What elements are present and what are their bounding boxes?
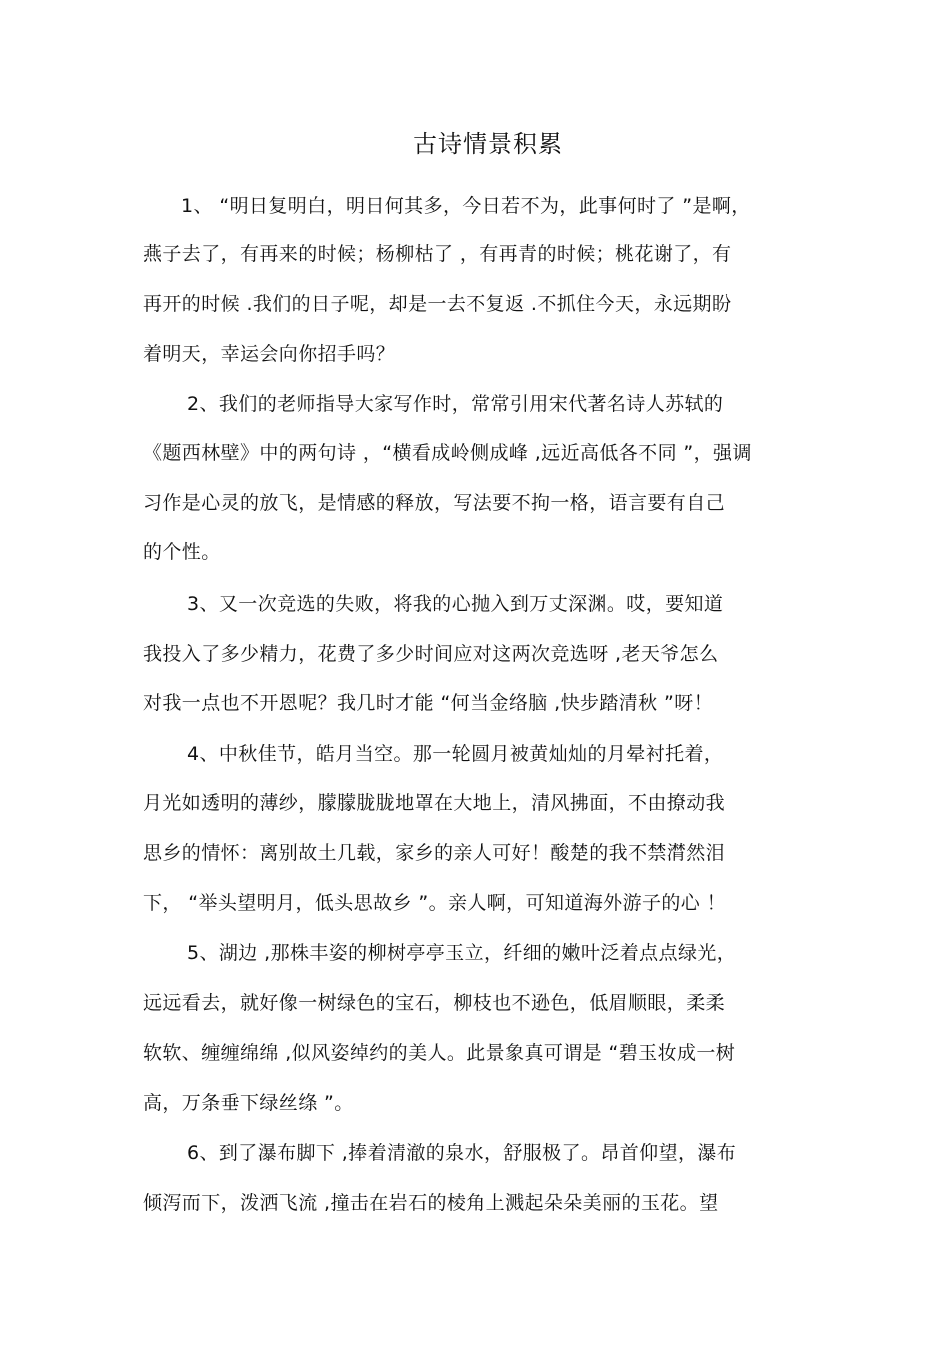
- text-line: 对我一点也不开恩呢？我几时才能 “何当金络脑 ,快步踏清秋 ”呀！: [143, 692, 714, 714]
- text-line: 高，万条垂下绿丝绦 ”。: [143, 1092, 354, 1114]
- text-line: 5、湖边 ,那株丰姿的柳树亭亭玉立，纤细的嫩叶泛着点点绿光，: [187, 942, 737, 964]
- text-line: 习作是心灵的放飞，是情感的释放，写法要不拘一格，语言要有自己: [143, 492, 726, 514]
- text-line: 思乡的情怀：离别故土几载，家乡的亲人可好！酸楚的我不禁潸然泪: [143, 842, 726, 864]
- text-line: 倾泻而下，泼洒飞流 ,撞击在岩石的棱角上溅起朵朵美丽的玉花。望: [143, 1192, 719, 1214]
- text-line: 1、 “明日复明白，明日何其多，今日若不为，此事何时了 ”是啊，: [181, 195, 751, 217]
- text-line: 6、到了瀑布脚下 ,捧着清澈的泉水，舒服极了。昂首仰望，瀑布: [187, 1142, 737, 1164]
- document-title: 古诗情景积累: [413, 130, 563, 158]
- text-line: 《题西林壁》中的两句诗 ，“横看成岭侧成峰 ,远近高低各不同 ”，强调: [143, 442, 752, 464]
- text-line: 远远看去，就好像一树绿色的宝石，柳枝也不逊色，低眉顺眼，柔柔: [143, 992, 726, 1014]
- text-line: 着明天，幸运会向你招手吗？: [143, 343, 396, 365]
- text-line: 月光如透明的薄纱，朦朦胧胧地罩在大地上，清风拂面，不由撩动我: [143, 792, 726, 814]
- text-line: 3、又一次竞选的失败，将我的心抛入到万丈深渊。哎，要知道: [187, 593, 724, 615]
- text-line: 我投入了多少精力，花费了多少时间应对这两次竞选呀 ,老天爷怎么: [143, 643, 719, 665]
- text-line: 的个性。: [143, 541, 221, 563]
- text-line: 4、中秋佳节，皓月当空。那一轮圆月被黄灿灿的月晕衬托着，: [187, 743, 724, 765]
- text-line: 下， “举头望明月，低头思故乡 ”。亲人啊，可知道海外游子的心 ！: [143, 892, 727, 914]
- text-line: 再开的时候 .我们的日子呢，却是一去不复返 .不抓住今天，永远期盼: [143, 293, 732, 315]
- text-line: 燕子去了，有再来的时候；杨柳枯了 ，有再青的时候；桃花谢了，有: [143, 243, 732, 265]
- text-line: 软软、缠缠绵绵 ,似风姿绰约的美人。此景象真可谓是 “碧玉妆成一树: [143, 1042, 736, 1064]
- text-line: 2、我们的老师指导大家写作时，常常引用宋代著名诗人苏轼的: [187, 393, 724, 415]
